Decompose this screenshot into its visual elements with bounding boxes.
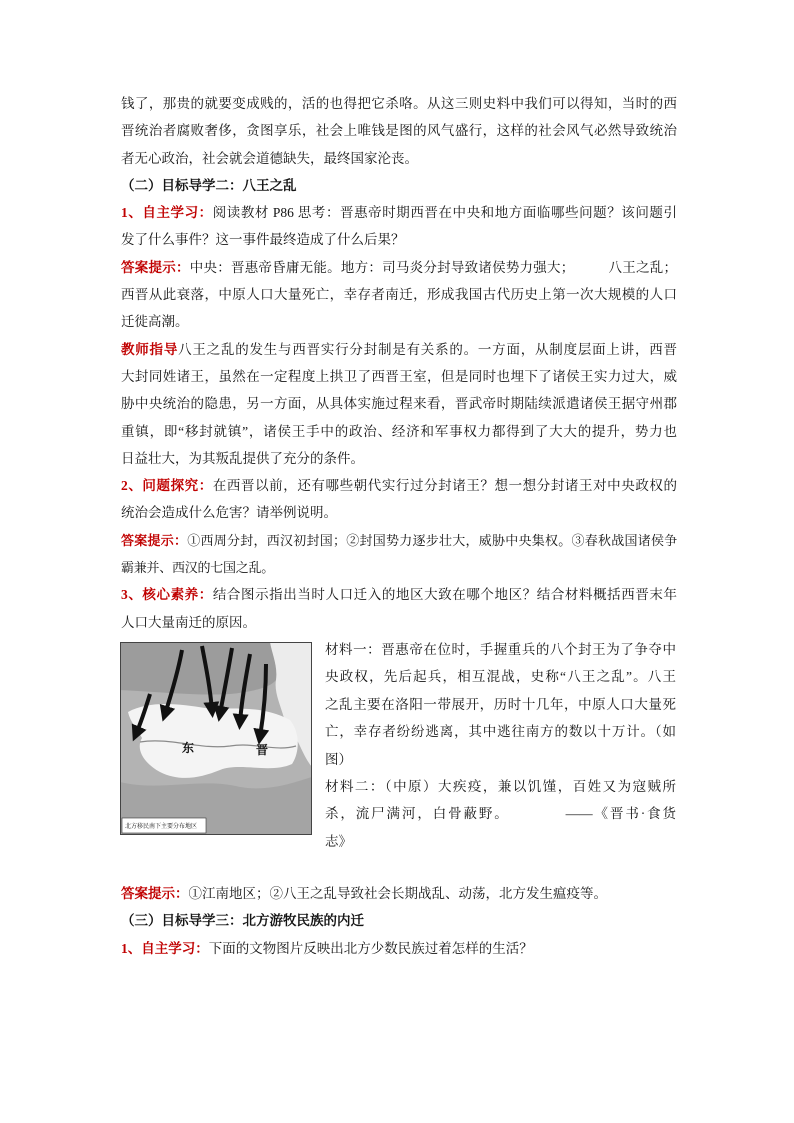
q2-line: 统治会造成什么危害？请举例说明。 (121, 505, 337, 521)
material-line (325, 800, 676, 827)
a2-text: ①西周分封，西汉初封国；②封国势力逐步壮大，威胁中央集权。③春秋战国诸侯争 (187, 532, 677, 548)
guide-label: 教师指导 (121, 341, 179, 357)
q1-label: 1、自主学习： (121, 205, 213, 221)
section3-heading: （三）目标导学三：北方游牧民族的内迁 (121, 913, 364, 929)
a1-line: 迁徙高潮。 (121, 314, 189, 330)
material-line7-text: 杀，流尸满河，白骨蔽野。 (325, 806, 510, 822)
q3-label: 3、核心素养： (121, 587, 213, 603)
map-figure (120, 642, 312, 835)
intro-line: 钱了，那贵的就要变成贱的，活的也得把它杀咯。从这三则史料中我们可以得知，当时的西 (121, 96, 677, 111)
map-north-plain (120, 642, 276, 695)
material-line: 之乱主要在洛阳一带展开，历时十几年，中原人口大量死 (325, 696, 676, 712)
a1-label: 答案提示： (121, 259, 190, 275)
map-label-east: 东 (182, 741, 195, 755)
material-line: 材料二：（中原）大疾疫，兼以饥馑，百姓又为寇贼所 (325, 778, 676, 794)
q2-line (121, 472, 677, 499)
guide-line (121, 336, 677, 363)
a2-line: 霸兼并、西汉的七国之乱。 (121, 560, 275, 576)
a1-line: 西晋从此衰落，中原人口大量死亡，幸存者南迁，形成我国古代历史上第一次大规模的人口 (121, 287, 677, 303)
guide-line: 重镇，即“移封就镇”，诸侯王手中的政治、经济和军事权力都得到了大大的提升，势力也 (121, 423, 677, 439)
material-line: 亡，幸存者纷纷逃离，其中逃往南方的数以十万计。（如 (325, 724, 676, 740)
materials-column (325, 636, 676, 855)
a2-label: 答案提示： (121, 532, 188, 548)
s3-q1-line (121, 935, 677, 962)
a1-line (121, 254, 677, 281)
q3-line: 人口大量南迁的原因。 (121, 614, 256, 630)
q3-text: 结合图示指出当时人口迁入的地区大致在哪个地区？结合材料概括西晋末年 (212, 587, 677, 603)
guide-line: 胁中央统治的隐患，另一方面，从具体实施过程来看，晋武帝时期陆续派遣诸侯王据守州郡 (121, 396, 677, 412)
material-line: 央政权，先后起兵，相互混战，史称“八王之乱”。八王 (325, 669, 676, 685)
a3-line (121, 880, 677, 907)
material-line: 志》 (325, 833, 352, 849)
a3-label: 答案提示： (121, 886, 189, 901)
lower-text-block (121, 880, 677, 962)
a2-line (121, 527, 677, 554)
s3-q1-label: 1、自主学习： (121, 940, 209, 956)
migration-map (120, 642, 312, 835)
guide-line: 日益壮大，为其叛乱提供了充分的条件。 (121, 450, 364, 466)
material-line: 图） (325, 751, 352, 767)
main-text-block (121, 90, 677, 636)
guide-line: 大封同姓诸王，虽然在一定程度上拱卫了西晋王室，但是同时也埋下了诸侯王实力过大，威 (121, 368, 677, 384)
a1-text-part2: 八王之乱； (608, 259, 677, 275)
guide-text: 八王之乱的发生与西晋实行分封制是有关系的。一方面，从制度层面上讲，西晋 (178, 341, 677, 357)
map-caption: 北方移民南下主要分布地区 (125, 823, 198, 830)
q1-line (121, 199, 677, 226)
a1-text-part1: 中央：晋惠帝昏庸无能。地方：司马炎分封导致诸侯势力强大； (189, 259, 575, 275)
q1-text: 阅读教材 P86 思考：晋惠帝时期西晋在中央和地方面临哪些问题？该问题引 (212, 205, 677, 221)
intro-line: 晋统治者腐败奢侈，贪图享乐，社会上唯钱是图的风气盛行，这样的社会风气必然导致统治 (121, 123, 677, 139)
q2-label: 2、问题探究： (121, 478, 213, 494)
a3-text: ①江南地区；②八王之乱导致社会长期战乱、动荡，北方发生瘟疫等。 (188, 886, 607, 901)
map-label-jin: 晋 (256, 743, 269, 757)
material-source: ——《晋书·食货 (565, 806, 676, 822)
q1-line: 发了什么事件？这一事件最终造成了什么后果？ (121, 232, 405, 248)
section2-heading: （二）目标导学二：八王之乱 (121, 177, 297, 193)
material-line: 材料一：晋惠帝在位时，手握重兵的八个封王为了争夺中 (325, 642, 676, 657)
intro-line: 者无心政治，社会就会道德缺失，最终国家沦丧。 (121, 150, 418, 166)
s3-q1-text: 下面的文物图片反映出北方少数民族过着怎样的生活？ (208, 940, 533, 956)
q2-text: 在西晋以前，还有哪些朝代实行过分封诸王？想一想分封诸王对中央政权的 (212, 478, 677, 494)
q3-line (121, 581, 677, 608)
